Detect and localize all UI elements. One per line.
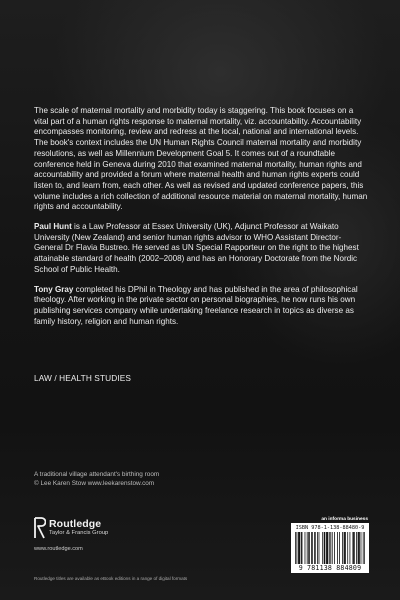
barcode-bar [330, 532, 331, 564]
barcode-bar [339, 532, 340, 564]
barcode-bar [359, 532, 360, 564]
barcode-bar [354, 532, 355, 564]
barcode-bar [334, 532, 335, 564]
routledge-r-icon [34, 517, 46, 539]
editor-bio: is a Law Professor at Essex University (UK), Adjunct Professor at Waikato University (New Zealand) and senior human rights advisor to WHO Assistant Director-General Dr Flavia Bustreo. He served as UN Special Rapporteur on the right to the highest attainable standard of health (2002–2008) and has an Honorary Doctorate from the Nordic School of Public Health. [34, 222, 359, 274]
informa-label: an informa business [321, 517, 368, 522]
barcode-bar [326, 532, 327, 564]
barcode-bar [299, 532, 300, 564]
barcode-bar [344, 532, 345, 564]
barcode-bar [361, 532, 362, 564]
editor-name: Tony Gray [34, 284, 74, 294]
blurb-paragraph: The scale of maternal mortality and morbidity today is staggering. This book focuses on a vital part of a human rights response to maternal mortality, viz. accountability. Accountability encompasses monitoring, review and redress at the local, national and international levels. The book's context includes the UN Human Rights Council maternal mortality and morbidity resolutions, as well as Millennium Development Goal 5. It comes out of a roundtable conference held in Geneva during 2010 that examined maternal mortality, human rights and accountability and provided a forum where maternal health and human rights experts could listen to, and learn from, each other. As well as revised and updated conference papers, this volume includes a rich collection of additional resource material on maternal mortality, human rights and accountability. [34, 106, 368, 212]
barcode-bar [317, 532, 318, 564]
ebook-note: Routledge titles are available as eBook editions in a range of digital formats [34, 576, 188, 581]
barcode-bar [327, 532, 328, 564]
barcode-bar [307, 532, 308, 564]
photo-caption [34, 471, 159, 488]
barcode-bar [347, 532, 348, 564]
barcode-bar [329, 532, 330, 564]
editor-bio-paul-hunt [34, 222, 368, 276]
barcode-bar [302, 532, 303, 564]
publisher-name: Routledge [49, 518, 102, 530]
barcode-bars [295, 532, 365, 564]
isbn-label: ISBN 978-1-138-88480-9 [295, 525, 365, 531]
barcode-bar [324, 532, 325, 564]
isbn-barcode [291, 523, 369, 573]
barcode-bar [350, 532, 351, 564]
barcode-bar [337, 532, 338, 564]
subject-category: LAW / HEALTH STUDIES [34, 373, 131, 383]
barcode-bar [358, 532, 359, 564]
barcode-bar [296, 532, 297, 564]
barcode-bar [322, 532, 323, 564]
editor-bio-tony-gray [34, 285, 368, 328]
barcode-bar [299, 532, 300, 564]
barcode-digits: 9 781138 884809 [298, 564, 362, 572]
barcode-bar [356, 532, 357, 564]
barcode-bar [352, 532, 353, 564]
publisher-website[interactable]: www.routledge.com [34, 546, 83, 552]
barcode-bar [312, 532, 313, 564]
barcode-bar [342, 532, 343, 564]
barcode-bar [327, 532, 328, 564]
editor-bio: completed his DPhil in Theology and has published in the area of philosophical theology. After working in the private sector on personal biographies, he now runs his own publishing services company while undertaking freelance research in topics as diverse as family history, religion and human rights. [34, 284, 358, 326]
editor-name: Paul Hunt [34, 222, 72, 232]
barcode-bar [353, 532, 354, 564]
barcode-bar [314, 532, 315, 564]
barcode-bar [315, 532, 316, 564]
barcode-bar [301, 532, 302, 564]
barcode-bar [363, 532, 364, 564]
barcode-bar [345, 532, 346, 564]
barcode-bar [295, 532, 296, 564]
barcode-bar [364, 532, 365, 564]
barcode-bar [324, 532, 325, 564]
barcode-bar [308, 532, 309, 564]
publisher-subtitle: Taylor & Francis Group [49, 530, 109, 536]
barcode-bar [311, 532, 312, 564]
barcode-bar [358, 532, 359, 564]
caption-credit: © Lee Karen Stow www.leekarenstow.com [34, 479, 155, 487]
barcode-bar [298, 532, 299, 564]
caption-line: A traditional village attendant's birthing room [34, 471, 160, 478]
barcode-bar [319, 532, 320, 564]
barcode-bar [344, 532, 345, 564]
back-cover-text [34, 106, 368, 336]
barcode-bar [309, 532, 310, 564]
barcode-bar [332, 532, 333, 564]
barcode-bar [305, 532, 306, 564]
